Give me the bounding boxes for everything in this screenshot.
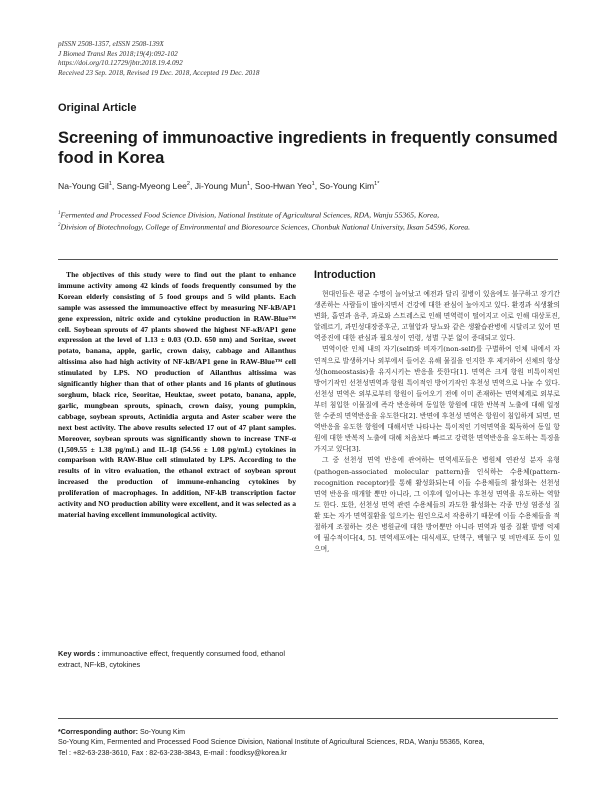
affiliations bbox=[58, 209, 558, 233]
journal-meta bbox=[58, 40, 259, 78]
author: Na-Young Gil$^1$, bbox=[58, 181, 117, 191]
doi-link[interactable]: https://doi.org/10.12729/jbtr.2018.19.4.092 bbox=[58, 59, 183, 68]
paper-title: Screening of immunoactive ingredients in frequently consumed food in Korea bbox=[58, 129, 558, 167]
divider bbox=[58, 259, 558, 260]
article-type: Original Article bbox=[58, 102, 137, 114]
author: Ji-Young Mun$^1$, bbox=[194, 181, 255, 191]
footnote-divider bbox=[58, 718, 558, 719]
corresponding-contact[interactable]: Tel : +82-63-238-3610, Fax : 82-63-238-3843, E-mail : foodksy@korea.kr bbox=[58, 748, 287, 757]
corresponding-author-label: *Corresponding author: bbox=[58, 728, 138, 736]
affiliation: $^1$Fermented and Processed Food Science Division, National Institute of Agricultural Sciences, RDA, Wanju 55365, Korea, bbox=[58, 210, 440, 220]
journal-citation: J Biomed Transl Res 2018;19(4):092-102 bbox=[58, 49, 178, 58]
introduction-heading: Introduction bbox=[314, 269, 376, 281]
abstract: The objectives of this study were to find out the plant to enhance immune activity among 42 kinds of foods frequently consumed by the Korean elderly consisting of 5 food groups and 5 wild plants. Each sample was assessed the immunoactive effect by measuring NF-kB/AP1 gene expression, nitric oxide and cytokine production in RAW-Blue™ cell. Soybean sprouts of 47 plants showed the highest NF-κB/AP1 gene expression at the level of 1.13 ± 0.03 (O.D. 650 nm) and Soritae, sweet potato, banana, apple, garlic, crown daisy, cabbage and Ailanthus altissima also had high activity of NF-kB/AP1 gene in RAW-Blue™ cell stimulated by LPS. NO production of Ailanthus altissima was significantly higher than that of other plants and 16 plants of glutinous sorghum, black rice, Seoritae, Heuktae, sweet potato, banana, apple, garlic, mungbean sprouts, spinach, crown daisy, young pumpkin, cabbage, soybean sprouts, Actinidia arguta and Aster scaber were the next best activity. The above results selected 17 out of 47 plant samples. Moreover, soybean sprouts was significantly shown to increase TNF-α (1,509.55 ± 1.38 pg/mL) and IL-1β (54.56 ± 1.08 pg/mL) cytokines in comparison with RAW-Blue cell stimulated by LPS. According to the results of in vitro evaluation, the ethanol extract of soybean sprout increased the production of immune-enhancing cytokines by proliferation of macrophages. In addition, NF-kB transcription factor activity and NO production ability were excellent, and it was selected as a material having excellent immunological activity. bbox=[58, 270, 296, 519]
article-dates: Received 23 Sep. 2018, Revised 19 Dec. 2018, Accepted 19 Dec. 2018 bbox=[58, 68, 260, 77]
corresponding-author-name: So-Young Kim bbox=[139, 728, 186, 736]
paragraph: 면역이란 인체 내의 자기(self)와 비자기(non-self)를 구별하여 인체 내에서 자연적으로 발생하거나 외부에서 들어온 유해 물질을 인지한 후 제거하여 신체의 항상성(homeostasis)을 유지시키는 반응을 뜻한다[1]. 면역은 크게 항원 비특이적인 방어기작인 선천성면역과 항원 특이적인 방어기작인 후천성 면역으로 나눌 수 있다. 선천성 면역은 외부로부터 항원이 들어오기 전에 이미 존재하는 면역체계로 외부로부터 침입한 이물질에 즉각 반응하며 동일한 항원에 대한 반복적 노출에 대해 일정한 수준의 면역반응을 유도한다[2]. 반면에 후천성 면역은 항원이 침입하게 되면, 면역반응을 유도한 항원에 대해서만 나타나는 특이적인 기억면역을 획득하여 동일 항원에 대한 반복적 노출에 대해 처음보다 빠르고 강력한 면역반응을 유도하는 특징을 가지고 있다[3]. bbox=[314, 345, 560, 454]
corresponding-author-line bbox=[58, 727, 578, 737]
author: Sang-Myeong Lee$^2$, bbox=[116, 181, 195, 191]
author: Soo-Hwan Yeo$^1$, bbox=[254, 181, 320, 191]
introduction-body bbox=[314, 289, 560, 555]
issn-line: pISSN 2508-1357, eISSN 2508-139X bbox=[58, 40, 164, 48]
paragraph: 현대인들은 평균 수명이 늘어났고 예전과 달리 질병이 있음에도 불구하고 장기간 생존하는 사람들이 많아지면서 건강에 대한 관심이 높아지고 있다. 환경과 식생활의 변화, 흡연과 음주, 과로와 스트레스로 인해 면역력이 떨어지고 이로 인해 대상포진, 알레르기, 과민성대장증후군, 고혈압과 당뇨와 같은 생활습관병에 시달리고 있어 면역증진에 대한 관심과 필요성이 연령, 성별 구분 없이 증대되고 있다. bbox=[314, 290, 560, 343]
corresponding-address: So-Young Kim, Fermented and Processed Food Science Division, National Institute of Agricultural Sciences, RDA, Wanju 55365, Korea, bbox=[58, 738, 485, 747]
keywords-text: immunoactive effect, frequently consumed food, ethanol extract, NF-kB, cytokines bbox=[58, 649, 286, 670]
author-list bbox=[58, 181, 558, 191]
keywords bbox=[58, 648, 296, 671]
author: So-Young Kim$^{1*}$ bbox=[319, 181, 380, 191]
paragraph: 그 중 선천성 면역 반응에 관여하는 면역세포들은 병원체 연관성 분자 유형(pathogen-associated molecular pattern)을 인식하는 수용체(pattern-recognition receptor)를 통해 활성화되는데 이들 수용체들의 활성화는 선천성 면역 반응을 매개할 뿐만 아니라, 그 이후에 일어나는 후천성 면역을 유도하는 역할도 한다. 또한, 선천성 면역 관련 수용체들의 과도한 활성화는 각종 만성 염증성 질환 또는 자가 면역질환을 일으키는 원인으로서 작용하기 때문에 이들 수용체들을 적절하게 조절하는 것은 병원균에 대한 방어뿐만 아니라 면역과 염증 질환 발병 억제에 필수적이다[4, 5]. 면역세포에는 대식세포, 단핵구, 백혈구 및 비만세포 등이 있으며, bbox=[314, 456, 560, 554]
correspondence bbox=[58, 727, 578, 758]
keywords-label: Key words : bbox=[58, 649, 100, 658]
affiliation: $^2$Division of Biotechnology, College of Environmental and Bioresource Sciences, Chonbuk National University, Iksan 54596, Korea. bbox=[58, 222, 471, 232]
